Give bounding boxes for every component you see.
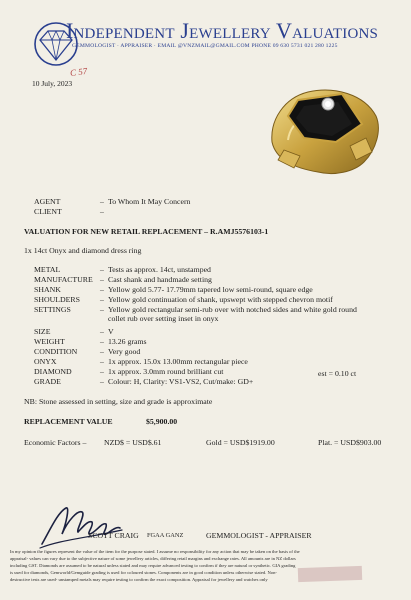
diamond-estimate: est = 0.10 ct: [318, 369, 357, 378]
spec-dash: –: [100, 357, 104, 366]
exchange-rate: NZD$ = USD$.61: [104, 438, 162, 447]
spec-value: Tests as approx. 14ct, unstamped: [108, 265, 211, 274]
disclaimer-line: is used for diamonds, Gemworld/Gemguide grading is used for coloured stones. Components are in good condition unless otherwise stated. Non-: [10, 570, 277, 575]
spec-value: Yellow gold 5.77- 17.79mm tapered low semi-round, square edge: [108, 285, 313, 294]
spec-label: ONYX: [34, 357, 57, 366]
item-description: 1x 14ct Onyx and diamond dress ring: [24, 246, 142, 255]
spec-value: Very good: [108, 347, 141, 356]
spec-dash: –: [100, 265, 104, 274]
spec-label: METAL: [34, 265, 61, 274]
spec-dash: –: [100, 285, 104, 294]
spec-dash: –: [100, 347, 104, 356]
spec-value: 13.26 grams: [108, 337, 147, 346]
handwritten-note: C 57: [69, 65, 88, 79]
spec-dash: –: [100, 327, 104, 336]
spec-value: Cast shank and handmade setting: [108, 275, 212, 284]
spec-value: V: [108, 327, 114, 336]
spec-dash: –: [100, 377, 104, 386]
spec-label: GRADE: [34, 377, 61, 386]
agent-value: To Whom It May Concern: [108, 197, 191, 206]
spec-value: Yellow gold continuation of shank, upswept with stepped chevron motif: [108, 295, 333, 304]
spec-dash: –: [100, 337, 104, 346]
disclaimer-line: destructive tests are used- unstamped metals may require testing to confirm the exact composition. Appraisal for jewellery and watches only: [10, 577, 268, 582]
replacement-label: REPLACEMENT VALUE: [24, 417, 113, 426]
spec-label: SETTINGS: [34, 305, 71, 314]
spec-label: MANUFACTURE: [34, 275, 93, 284]
spec-dash: –: [100, 295, 104, 304]
appraiser-credentials: FGAA GANZ: [147, 532, 184, 539]
disclaimer-line: In my opinion the figures represent the value of the item for the purpose stated. I assume no responsibility for any action that may be taken on the basis of the: [10, 549, 300, 554]
spec-dash: –: [100, 367, 104, 376]
replacement-amount: $5,900.00: [146, 417, 178, 426]
company-title: Independent Jewellery Valuations: [66, 18, 379, 43]
spec-value-continued: collet rub over setting inset in onyx: [108, 314, 219, 323]
agent-dash: –: [100, 197, 104, 206]
spec-value: 1x approx. 3.0mm round brilliant cut: [108, 367, 224, 376]
assessment-note: NB: Stone assessed in setting, size and grade is approximate: [24, 397, 213, 406]
agent-label: AGENT: [34, 197, 61, 206]
spec-label: WEIGHT: [34, 337, 65, 346]
disclaimer-line: including GST. Diamonds are assumed to be natural unless stated and may require advanced testing to confirm if they are natural or synthetic. GIA grading: [10, 563, 296, 568]
valuation-date: 10 July, 2023: [32, 79, 73, 88]
handwritten-signature: [36, 500, 126, 552]
economic-label: Economic Factors –: [24, 438, 87, 447]
ring-photo: [264, 80, 382, 178]
spec-value: Yellow gold rectangular semi-rub over with notched sides and white gold round: [108, 305, 357, 314]
spec-label: SHANK: [34, 285, 61, 294]
spec-dash: –: [100, 305, 104, 314]
platinum-price: Plat. = USD$903.00: [318, 438, 382, 447]
appraiser-role: GEMMOLOGIST - APPRAISER: [206, 531, 312, 540]
appraiser-name: SCOTT CRAIG: [88, 531, 139, 540]
spec-label: SIZE: [34, 327, 51, 336]
watermark-stamp: [298, 566, 362, 582]
valuation-heading: VALUATION FOR NEW RETAIL REPLACEMENT – R.AMJ5576103-1: [24, 227, 269, 236]
spec-label: DIAMOND: [34, 367, 72, 376]
spec-value: Colour: H, Clarity: VS1-VS2, Cut/make: GD+: [108, 377, 254, 386]
client-label: CLIENT: [34, 207, 62, 216]
spec-label: CONDITION: [34, 347, 78, 356]
spec-value: 1x approx. 15.0x 13.00mm rectangular piece: [108, 357, 248, 366]
disclaimer-line: appraisal- values can vary due to the subjective nature of some jewellery articles, differing retail margins and exchange rates. All amounts are in NZ dollars: [10, 556, 296, 561]
spec-label: SHOULDERS: [34, 295, 80, 304]
gold-price: Gold = USD$1919.00: [206, 438, 275, 447]
client-dash: –: [100, 207, 104, 216]
company-contact-line: GEMMOLOGIST · APPRAISER · EMAIL @VNZMAIL@GMAIL.COM PHONE 09 630 5731 021 280 1225: [72, 43, 338, 49]
spec-dash: –: [100, 275, 104, 284]
